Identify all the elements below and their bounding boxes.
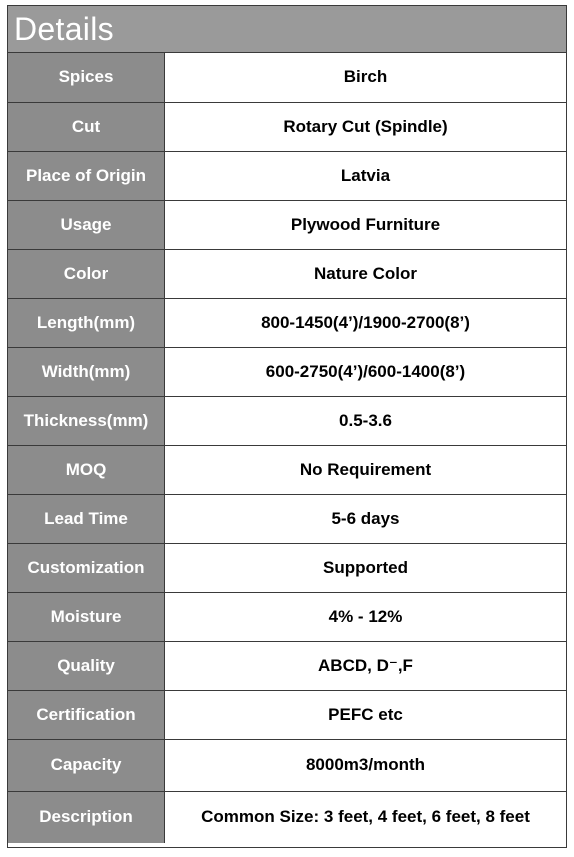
row-value: ABCD, D⁻,F [165, 641, 567, 690]
row-value: Birch [165, 53, 567, 102]
row-label: Quality [8, 641, 165, 690]
row-label: Moisture [8, 592, 165, 641]
row-value: PEFC etc [165, 690, 567, 739]
row-value: No Requirement [165, 445, 567, 494]
row-label: Certification [8, 690, 165, 739]
row-label: Customization [8, 543, 165, 592]
table-row [8, 151, 566, 200]
table-row [8, 445, 566, 494]
row-label: Spices [8, 53, 165, 102]
table-row [8, 739, 566, 791]
row-value: 5-6 days [165, 494, 567, 543]
row-value: Rotary Cut (Spindle) [165, 102, 567, 151]
row-label: Place of Origin [8, 151, 165, 200]
row-value: 800-1450(4’)/1900-2700(8’) [165, 298, 567, 347]
table-row [8, 592, 566, 641]
row-value: Plywood Furniture [165, 200, 567, 249]
table-row [8, 690, 566, 739]
table-row [8, 543, 566, 592]
row-value: Common Size: 3 feet, 4 feet, 6 feet, 8 feet [165, 791, 567, 843]
table-row [8, 347, 566, 396]
row-value: 4% - 12% [165, 592, 567, 641]
row-label: Cut [8, 102, 165, 151]
row-label: MOQ [8, 445, 165, 494]
row-value: 600-2750(4’)/600-1400(8’) [165, 347, 567, 396]
row-label: Description [8, 791, 165, 843]
row-label: Thickness(mm) [8, 396, 165, 445]
row-value: 8000m3/month [165, 739, 567, 791]
row-label: Length(mm) [8, 298, 165, 347]
row-label: Width(mm) [8, 347, 165, 396]
details-table [8, 53, 566, 843]
row-value: Nature Color [165, 249, 567, 298]
table-row [8, 396, 566, 445]
row-label: Lead Time [8, 494, 165, 543]
row-value: Supported [165, 543, 567, 592]
row-value: 0.5-3.6 [165, 396, 567, 445]
row-label: Capacity [8, 739, 165, 791]
page-title: Details [14, 11, 114, 47]
title-bar [8, 6, 566, 53]
table-row [8, 494, 566, 543]
row-value: Latvia [165, 151, 567, 200]
details-table-frame [7, 5, 567, 848]
table-row [8, 249, 566, 298]
row-label: Color [8, 249, 165, 298]
table-row [8, 53, 566, 102]
table-row [8, 641, 566, 690]
table-row [8, 791, 566, 843]
row-label: Usage [8, 200, 165, 249]
table-row [8, 102, 566, 151]
table-row [8, 200, 566, 249]
table-row [8, 298, 566, 347]
